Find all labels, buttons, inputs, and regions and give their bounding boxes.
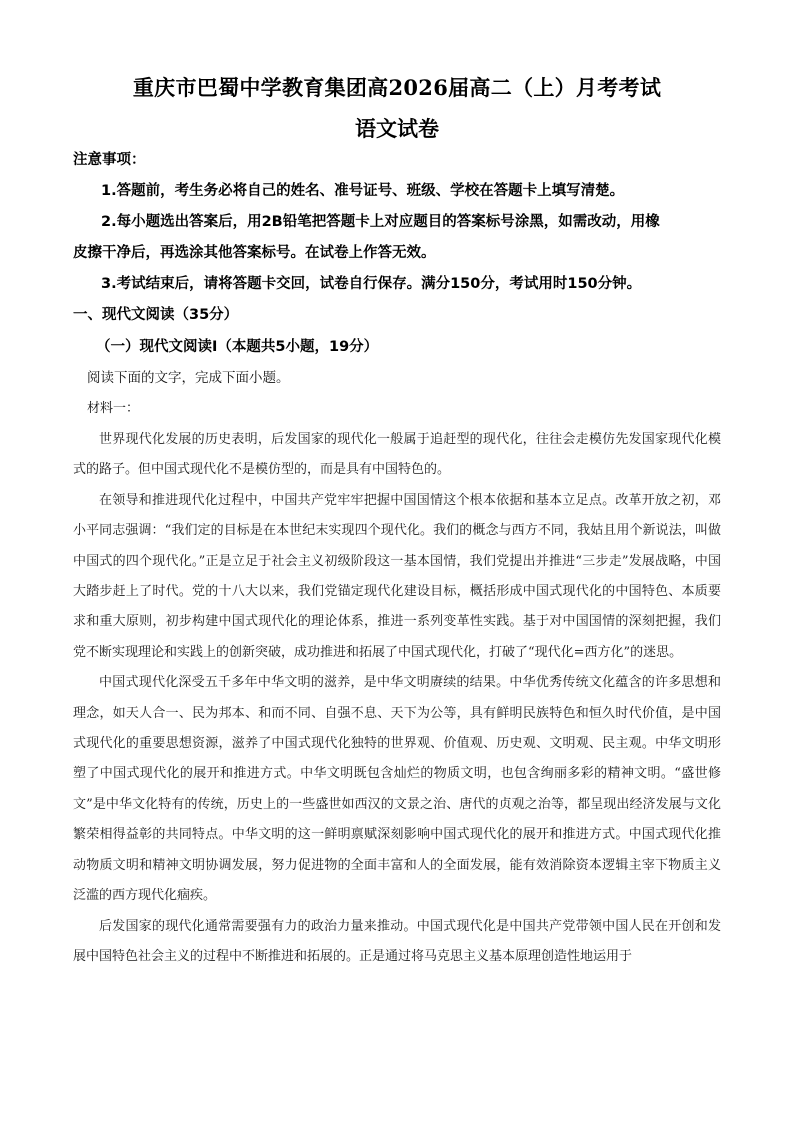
- passage-paragraph-4: 后发国家的现代化通常需要强有力的政治力量来推动。中国式现代化是中国共产党带领中国人民在开创和发展中国特色社会主义的过程中不断推进和拓展的。正是通过将马克思主义基本原理创造性地运用于: [73, 918, 721, 964]
- exam-title: 重庆市巴蜀中学教育集团高2026届高二（上）月考考试: [132, 75, 662, 100]
- exam-subtitle: 语文试卷: [355, 116, 439, 141]
- notice-heading: 注意事项：: [73, 152, 146, 168]
- notice-item-3: 3.考试结束后，请将答题卡交回，试卷自行保存。满分150分，考试用时150分钟。: [101, 276, 642, 292]
- passage-paragraph-1: 世界现代化发展的历史表明，后发国家的现代化一般属于追赶型的现代化，往往会走模仿先发国家现代化模式的路子。但中国式现代化不是模仿型的，而是具有中国特色的。: [73, 432, 721, 478]
- notice-item-2-line-2: 皮擦干净后，再选涂其他答案标号。在试卷上作答无效。: [73, 245, 436, 261]
- notice-item-2-line-1: 2.每小题选出答案后，用2B铅笔把答题卡上对应题目的答案标号涂黑，如需改动，用橡: [101, 214, 660, 230]
- reading-instruction: 阅读下面的文字，完成下面小题。: [87, 370, 290, 386]
- sub-section-heading: （一）现代文阅读Ⅰ（本题共5小题，19分）: [96, 339, 379, 355]
- material-label: 材料一：: [87, 401, 140, 416]
- section-heading: 一、现代文阅读（35分）: [73, 307, 239, 323]
- notice-item-1: 1.答题前，考生务必将自己的姓名、准号证号、班级、学校在答题卡上填写清楚。: [101, 183, 625, 199]
- passage: [73, 425, 721, 972]
- passage-paragraph-3: 中国式现代化深受五千多年中华文明的滋养，是中华文明赓续的结果。中华优秀传统文化蕴含的许多思想和理念，如天人合一、民为邦本、和而不同、自强不息、天下为公等，具有鲜明民族特色和恒久时代价值，是中国式现代化的重要思想资源，滋养了中国式现代化独特的世界观、价值观、历史观、文明观、民主观。中华文明形塑了中国式现代化的展开和推进方式。中华文明既包含灿烂的物质文明，也包含绚丽多彩的精神文明。“盛世修文”是中华文化特有的传统，历史上的一些盛世如西汉的文景之治、唐代的贞观之治等，都呈现出经济发展与文化繁荣相得益彰的共同特点。中华文明的这一鲜明禀赋深刻影响中国式现代化的展开和推进方式。中国式现代化推动物质文明和精神文明协调发展，努力促进物的全面丰富和人的全面发展，能有效消除资本逻辑主宰下物质主义泛滥的西方现代化痼疾。: [73, 675, 721, 904]
- passage-paragraph-2: 在领导和推进现代化过程中，中国共产党牢牢把握中国国情这个根本依据和基本立足点。改革开放之初，邓小平同志强调：“我们定的目标是在本世纪末实现四个现代化。我们的概念与西方不同，我姑且用个新说法，叫做中国式的四个现代化。”正是立足于社会主义初级阶段这一基本国情，我们党提出并推进“三步走”发展战略，中国大踏步赶上了时代。党的十八大以来，我们党锚定现代化建设目标，概括形成中国式现代化的中国特色、本质要求和重大原则，初步构建中国式现代化的理论体系，推进一系列变革性实践。基于对中国国情的深刻把握，我们党不断实现理论和实践上的创新突破，成功推进和拓展了中国式现代化，打破了“现代化=西方化”的迷思。: [73, 492, 721, 660]
